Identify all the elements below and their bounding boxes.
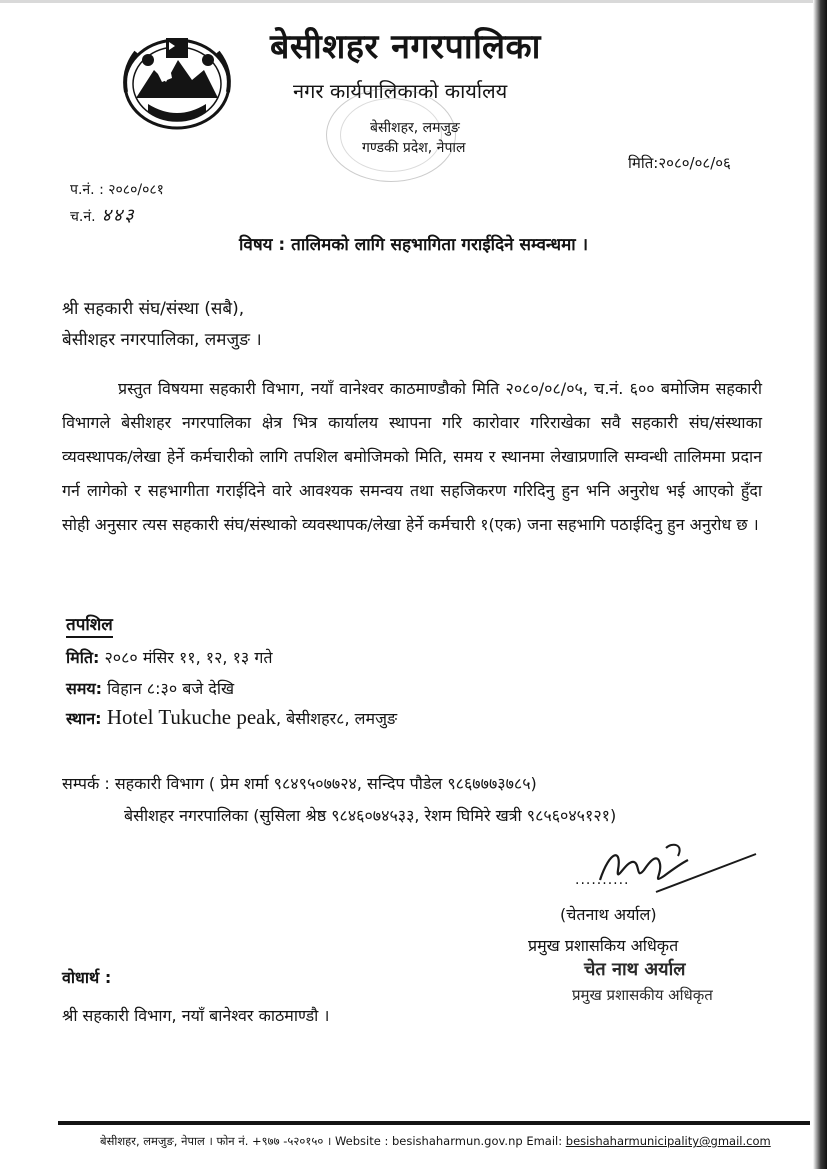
details-place-hotel: Hotel Tukuche peak [101, 705, 276, 729]
footer-rule [58, 1121, 810, 1125]
details-date-value: २०८० मंसिर ११, १२, १३ गते [99, 648, 273, 667]
reference-number: प.नं. : २०८०/०८१ [70, 182, 164, 198]
signature-dots: .......... [575, 872, 630, 888]
letter-date: मिति:२०८०/०८/०६ [628, 154, 731, 172]
addressee-line1: श्री सहकारी संघ/संस्था (सबै), [62, 299, 245, 319]
office-name: बेसीशहर नगरपालिका [270, 27, 541, 67]
details-time-label: समय: [66, 679, 103, 698]
letter-subject: विषय : तालिमको लागि सहभागिता गराईदिने सम्वन्धमा । [238, 235, 589, 255]
details-place [66, 705, 397, 730]
name-stamp: चेत नाथ अर्याल [584, 959, 686, 980]
dispatch-label: च.नं. [70, 209, 96, 225]
details-place-rest: , बेसीशहर८, लमजुङ [275, 709, 398, 728]
addressee-line2: बेसीशहर नगरपालिका, लमजुङ । [62, 330, 262, 350]
nepal-emblem-icon [118, 30, 236, 134]
cc-recipient: श्री सहकारी विभाग, नयाँ बानेश्वर काठमाण्डौ । [62, 1006, 330, 1025]
footer-email[interactable]: besishaharmunicipality@gmail.com [565, 1134, 771, 1148]
title-stamp: प्रमुख प्रशासकीय अधिकृत [572, 986, 713, 1004]
office-address-line2: गण्डकी प्रदेश, नेपाल [362, 140, 466, 156]
details-heading: तपशिल [66, 614, 113, 638]
dispatch-number [70, 203, 136, 227]
office-address-line1: बेसीशहर, लमजुङ [370, 120, 460, 136]
contact-line2: बेसीशहर नगरपालिका (सुसिला श्रेष्ठ ९८४६०७४५३३, रेशम घिमिरे खत्री ९८५६०४५१२१) [124, 806, 617, 825]
office-subtitle: नगर कार्यपालिकाको कार्यालय [293, 79, 508, 103]
details-date [66, 646, 272, 668]
signatory-title: प्रमुख प्रशासकिय अधिकृत [528, 936, 679, 955]
cc-label: वोधार्थ : [62, 968, 112, 987]
footer-text: बेसीशहर, लमजुङ, नेपाल । फोन नं. +९७७ -५२०१५० । Website : besishaharmun.gov.np Email: [100, 1134, 566, 1148]
details-time [66, 677, 234, 699]
footer [100, 1134, 771, 1149]
dispatch-handwritten-number: ४४३ [101, 205, 136, 226]
details-place-label: स्थान: [66, 709, 102, 728]
letter-body-text: प्रस्तुत विषयमा सहकारी विभाग, नयाँ वानेश्वर काठमाण्डौको मिति २०८०/०८/०५, च.नं. ६०० बमोजिम सहकारी विभागले बेसीशहर नगरपालिका क्षेत्र भित्र कार्यालय स्थापना गरि कारोवार गरिराखेका सवै सहकारी संघ/संस्थाका व्यवस्थापक/लेखा हेर्ने कर्मचारीको लागि तपशिल बमोजिमको मिति, समय र स्थानमा लेखाप्रणालि सम्वन्धी तालिममा प्रदान गर्न लागेको र सहभागीता गराईदिने वारे आवश्यक समन्वय तथा सहजिकरण गरिदिनु हुन भनि अनुरोध भई आएको हुँदा सोही अनुसार त्यस सहकारी संघ/संस्थाको व्यवस्थापक/लेखा हेर्ने कर्मचारी १(एक) जना सहभागि पठाईदिनु हुन अनुरोध छ । [62, 379, 762, 534]
details-time-value: विहान ८:३० बजे देखि [102, 679, 235, 698]
scan-edge-right [813, 0, 827, 1169]
contact-line1: सम्पर्क : सहकारी विभाग ( प्रेम शर्मा ९८४९५०७७२४, सन्दिप पौडेल ९८६७७७३७८५) [62, 774, 537, 793]
scan-edge-top [0, 0, 827, 3]
details-date-label: मिति: [66, 648, 100, 667]
letter-body [62, 372, 762, 542]
signatory-name: (चेतनाथ अर्याल) [560, 905, 657, 924]
